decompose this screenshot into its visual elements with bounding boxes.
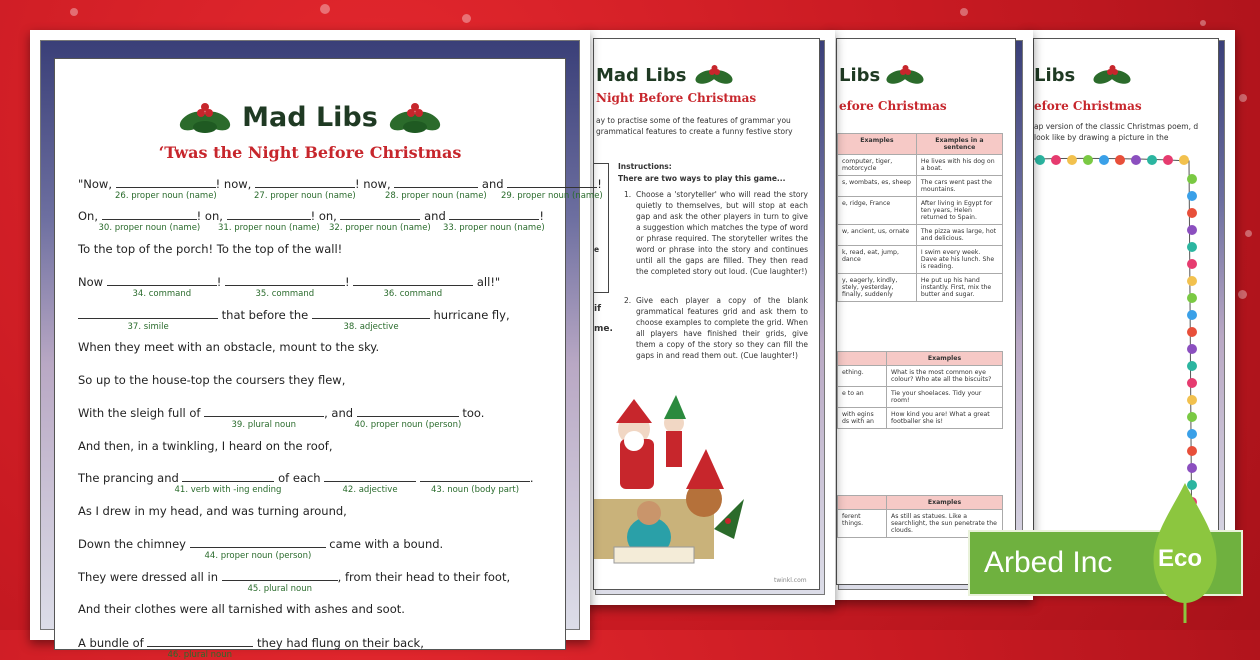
light-bulb (1187, 242, 1197, 252)
holly-icon (178, 97, 232, 137)
light-bulb (1187, 225, 1197, 235)
blank-hint: 44. proper noun (person) (204, 551, 312, 561)
page-title: Libs (839, 65, 881, 86)
poem-line (78, 471, 534, 485)
poem-text: And their clothes were all tarnished with ashes and soot. (78, 602, 405, 616)
holly-icon (885, 63, 925, 89)
poem-line (78, 308, 510, 322)
blank-hint: 40. proper noun (person) (354, 420, 462, 430)
light-bulb (1099, 155, 1109, 165)
answer-blank[interactable] (204, 406, 324, 417)
snow-dot (462, 14, 471, 23)
light-bulb (1187, 463, 1197, 473)
blank-hint: 35. command (255, 289, 315, 299)
poem-line (78, 340, 379, 354)
light-bulb (1163, 155, 1173, 165)
light-bulb (1179, 155, 1189, 165)
page-subtitle: ‘Twas the Night Before Christmas (158, 143, 462, 162)
table-header: Examples (838, 134, 917, 155)
blank-hint: 45. plural noun (247, 584, 312, 594)
table-header: Examples (887, 352, 1003, 366)
poem-line (78, 636, 424, 650)
blank-hint: 29. proper noun (name) (501, 191, 603, 201)
blank-hint: 38. adjective (343, 322, 399, 332)
poem-text: On, (78, 209, 102, 223)
poem-text: So up to the house-top the coursers they flew, (78, 373, 346, 387)
snow-dot (320, 4, 330, 14)
poem-text: that before the (218, 308, 312, 322)
answer-blank[interactable] (225, 275, 345, 286)
instructions-heading: Instructions: (618, 162, 672, 171)
blank-hint: 32. proper noun (name) (329, 223, 431, 233)
poem-text: , and (324, 406, 357, 420)
snow-dot (1239, 94, 1247, 102)
answer-blank[interactable] (324, 471, 416, 482)
poem-line (78, 439, 332, 453)
blank-hint: 34. command (132, 289, 192, 299)
footer-url: twinkl.com (774, 577, 807, 584)
poem-text: Down the chimney (78, 537, 190, 551)
sentence-table (837, 351, 1003, 429)
light-bulb (1035, 155, 1045, 165)
poem-line (78, 275, 500, 289)
light-bulb (1083, 155, 1093, 165)
poem-text: ! now, (215, 177, 255, 191)
poem-line (78, 406, 484, 420)
blank-hint: 37. simile (127, 322, 169, 332)
poem-line (78, 504, 347, 518)
answer-blank[interactable] (340, 209, 420, 220)
light-bulb (1187, 412, 1197, 422)
poem-text: And then, in a twinkling, I heard on the roof, (78, 439, 333, 453)
answer-blank[interactable] (394, 177, 478, 188)
poem-text: They were dressed all in (78, 570, 222, 584)
light-bulb (1131, 155, 1141, 165)
table-cell: How kind you are! What a great footballer she is! (887, 408, 1003, 429)
table-cell: What is the most common eye colour? Who ate all the biscuits? (887, 366, 1003, 387)
light-bulb (1187, 361, 1197, 371)
brand-name: Arbed Inc (984, 546, 1113, 579)
table-cell: After living in Egypt for ten years, Helen returned to Spain. (916, 197, 1002, 225)
poem-text: ! (216, 275, 225, 289)
answer-blank[interactable] (78, 308, 218, 319)
poem-text: "Now, (78, 177, 116, 191)
light-bulb (1187, 378, 1197, 388)
table-cell: I swim every week. Dave ate his lunch. She is reading. (916, 246, 1002, 274)
answer-blank[interactable] (182, 471, 274, 482)
table-cell: He lives with his dog on a boat. (916, 155, 1002, 176)
poem-line (78, 177, 602, 191)
table-cell: e to an (838, 387, 887, 408)
poem-text: of each (274, 471, 325, 485)
answer-blank[interactable] (227, 209, 311, 220)
poem-text: As I drew in my head, and was turning around, (78, 504, 347, 518)
instructions-subheading: There are two ways to play this game... (618, 174, 786, 183)
poem-text: all!" (473, 275, 501, 289)
title-row (55, 97, 565, 137)
light-bulb (1187, 174, 1197, 184)
instruction-step-2: Give each player a copy of the blank grammatical features grid and ask them to choose examples to complete the grid. When all players have finished their grids, give them a copy of the story so they can fill the gaps in and read them out. (Cue laughter!) (636, 296, 808, 360)
blank-hint: 33. proper noun (name) (443, 223, 545, 233)
page-content (836, 38, 1016, 585)
light-bulb (1187, 395, 1197, 405)
holly-icon (1092, 63, 1132, 89)
snow-dot (1238, 290, 1247, 299)
light-bulb (1115, 155, 1125, 165)
table-cell: As still as statues. Like a searchlight, the sun penetrate the clouds. (887, 510, 1003, 538)
blank-hint: 36. command (383, 289, 443, 299)
blank-hint: 43. noun (body part) (431, 485, 520, 495)
blank-hint: 46. plural noun (167, 650, 232, 660)
table-cell: k, read, eat, jump, dance (838, 246, 917, 274)
page-content (593, 38, 820, 590)
table-cell: e, ridge, France (838, 197, 917, 225)
step-number: 2. (624, 296, 632, 305)
light-bulb (1187, 446, 1197, 456)
blank-hint: 31. proper noun (name) (218, 223, 320, 233)
answer-blank[interactable] (255, 177, 355, 188)
side-letter: if (594, 304, 602, 314)
answer-blank[interactable] (507, 177, 597, 188)
table-cell: He put up his hand instantly. First, mix the butter and sugar. (916, 274, 1002, 302)
christmas-illustration (594, 389, 819, 579)
poem-text: ! (344, 275, 354, 289)
table-cell: ferent things. (838, 510, 887, 538)
snow-dot (960, 8, 968, 16)
light-bulb (1187, 310, 1197, 320)
table-cell: s, wombats, es, sheep (838, 176, 917, 197)
poem-text: With the sleigh full of (78, 406, 205, 420)
answer-blank[interactable] (449, 209, 539, 220)
poem-text: hurricane fly, (429, 308, 510, 322)
answer-blank[interactable] (357, 406, 459, 417)
light-bulb (1187, 293, 1197, 303)
table-cell: The cars went past the mountains. (916, 176, 1002, 197)
poem-text: ! on, (196, 209, 227, 223)
side-letter: me. (594, 324, 613, 334)
step-number: 1. (624, 190, 632, 199)
blank-hint: 26. proper noun (name) (115, 191, 217, 201)
poem-text: ! (539, 209, 545, 223)
page-title: Mad Libs (596, 65, 687, 86)
instruction-step-1: Choose a 'storyteller' who will read the story quietly to themselves, but will stop at each gap and ask the other players in turn to give a suggestion which matches the type of word or phrase required. The storyteller writes the word or phrase into the story and continues until all the gaps are filled. They then read the completed story out loud. (Cue laughter!) (636, 190, 808, 276)
table-cell: computer, tiger, motorcycle (838, 155, 917, 176)
poem-text: . (529, 471, 534, 485)
intro-text: ay to practise some of the features of grammar you grammatical features to create a funny festive story (596, 116, 793, 136)
light-bulb (1147, 155, 1157, 165)
blank-hint: 27. proper noun (name) (254, 191, 356, 201)
poem-text: and (420, 209, 450, 223)
poem-text: The prancing and (78, 471, 183, 485)
answer-blank[interactable] (116, 177, 216, 188)
poem-text: too. (458, 406, 485, 420)
poem-text: When they meet with an obstacle, mount to the sky. (78, 340, 380, 354)
table-cell: The pizza was large, hot and delicious. (916, 225, 1002, 246)
page-title: Mad Libs (242, 101, 378, 133)
snow-dot (70, 8, 78, 16)
answer-blank[interactable] (147, 636, 253, 647)
answer-blank[interactable] (312, 308, 430, 319)
poem-text: Now (78, 275, 107, 289)
holly-icon (694, 63, 734, 89)
poem-text: and (478, 177, 508, 191)
snow-dot (1245, 230, 1252, 237)
poem-line (78, 570, 510, 584)
blank-hint: 30. proper noun (name) (98, 223, 201, 233)
snow-dot (1200, 20, 1206, 26)
answer-blank[interactable] (190, 537, 326, 548)
answer-blank[interactable] (353, 275, 473, 286)
table-cell: with egins ds with an (838, 408, 887, 429)
poem-text: A bundle of (78, 636, 148, 650)
blank-hint: 42. adjective (342, 485, 398, 495)
light-bulb (1187, 429, 1197, 439)
table-cell: Tie your shoelaces. Tidy your room! (887, 387, 1003, 408)
poem-text: To the top of the porch! To the top of the wall! (78, 242, 343, 256)
table-cell: w, ancient, us, ornate (838, 225, 917, 246)
poem-line (78, 602, 405, 616)
intro-text: ap version of the classic Christmas poem, d look like by drawing a picture in the (1034, 122, 1199, 142)
light-bulb (1187, 259, 1197, 269)
page-subtitle: efore Christmas (839, 99, 947, 113)
poem-line (78, 373, 345, 387)
light-bulb (1051, 155, 1061, 165)
side-letter: e (594, 245, 600, 254)
light-bulb (1187, 276, 1197, 286)
poem-line (78, 537, 443, 551)
answer-blank[interactable] (102, 209, 197, 220)
answer-blank[interactable] (420, 471, 530, 482)
light-bulb (1187, 327, 1197, 337)
table-cell: ething. (838, 366, 887, 387)
poem-line (78, 242, 342, 256)
blank-hint: 41. verb with -ing ending (174, 485, 282, 495)
blank-hint: 28. proper noun (name) (385, 191, 487, 201)
light-bulb (1187, 208, 1197, 218)
answer-blank[interactable] (222, 570, 338, 581)
page-subtitle: efore Christmas (1034, 99, 1142, 113)
poem-text: , from their head to their foot, (337, 570, 511, 584)
poem-text: ! on, (310, 209, 341, 223)
worksheet-page-3 (828, 30, 1033, 600)
poem-line (78, 209, 544, 223)
poem-text: came with a bound. (325, 537, 444, 551)
poem-text: ! (597, 177, 602, 191)
page-title: Libs (1034, 65, 1076, 86)
table-header: Examples in a sentence (916, 134, 1002, 155)
page-subtitle: Night Before Christmas (596, 91, 757, 105)
answer-blank[interactable] (107, 275, 217, 286)
grammar-table (837, 133, 1003, 302)
light-bulb (1067, 155, 1077, 165)
light-bulb (1187, 344, 1197, 354)
holly-icon (388, 97, 442, 137)
worksheet-page-2 (585, 30, 835, 605)
table-cell: y, eagerly, kindly, stely, yesterday, finally, suddenly (838, 274, 917, 302)
poem-text: ! now, (354, 177, 395, 191)
blank-hint: 39. plural noun (231, 420, 296, 430)
light-bulb (1187, 191, 1197, 201)
eco-label: Eco (1158, 545, 1203, 572)
table-header: Examples (887, 496, 1003, 510)
poem-text: they had flung on their back, (253, 636, 424, 650)
